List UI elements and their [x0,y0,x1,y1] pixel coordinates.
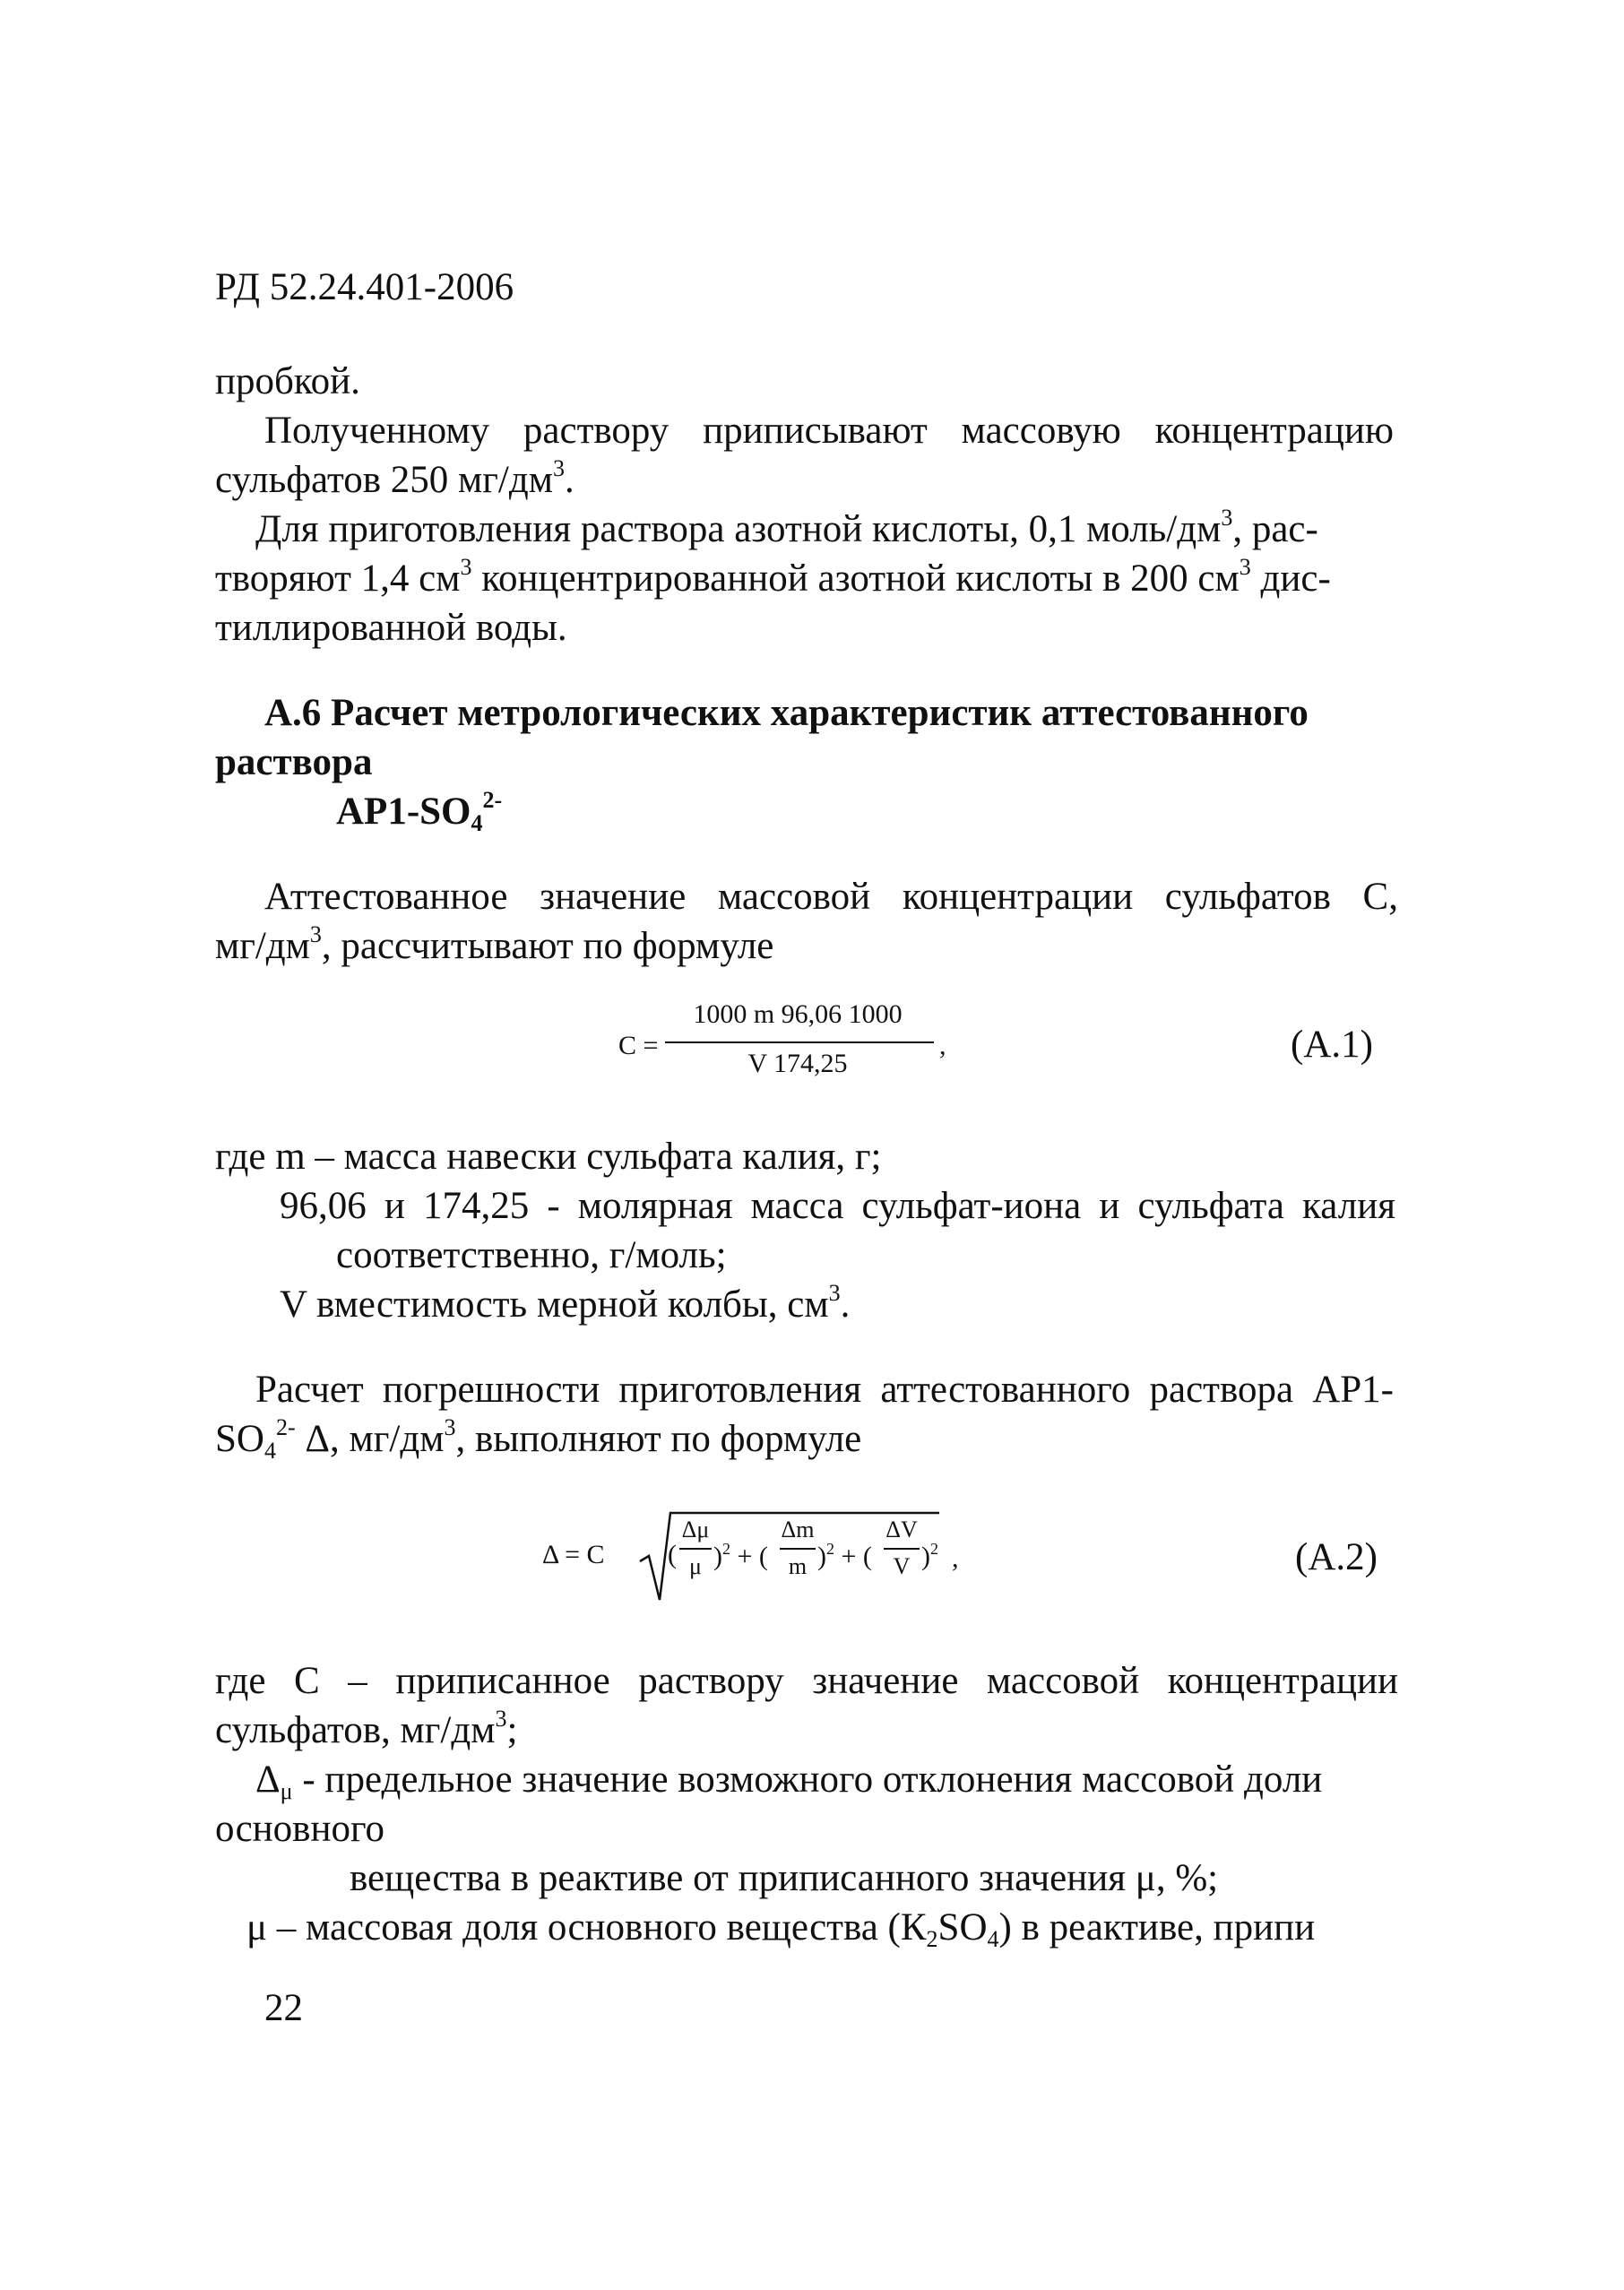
fraction-bar [679,1548,712,1550]
formula-denominator: V 174,25 [747,1049,848,1078]
section-heading: раствора [215,741,373,783]
fraction-bar [780,1548,816,1550]
paren-open: ( [668,1540,677,1569]
term-numerator: ΔV [885,1517,918,1543]
term-numerator: Δμ [681,1517,710,1543]
term-numerator: Δm [781,1517,815,1543]
paragraph-text: сульфатов 250 $мг/дм^3$. [215,455,574,501]
definition-text: основного [215,1808,385,1850]
term-denominator: μ [689,1553,702,1579]
paragraph-text: Для приготовления раствора азотной кислоты, 0,1 моль/$дм^3$, рас- [255,505,1318,550]
formula-label: (А.2) [1295,1536,1378,1578]
definition-text: μ – массовая доля основного вещества $(К_2SO_4)$ в реактиве, припи [246,1906,1316,1952]
paragraph-text: Аттестованное значение массовой концентрации сульфатов С, [264,876,1398,918]
definition-text: сульфатов, $мг/дм^3$; [215,1706,518,1751]
definition-text: где m – масса навески сульфата калия, г; [215,1136,882,1178]
section-heading: А.6 Расчет метрологических характеристик аттестованного [264,692,1309,734]
document-code: РД 52.24.401-2006 [215,266,514,308]
formula-comma: , [952,1543,959,1573]
fraction-bar [665,1041,934,1043]
term-denominator: m [788,1553,808,1579]
formula-lhs: Δ = C [542,1540,605,1569]
paren-close-squared: )$^2$ + ( [713,1540,768,1571]
fraction-bar [884,1548,920,1550]
formula-lhs: C = [618,1031,659,1060]
definition-text: соответственно, г/моль; [336,1234,727,1276]
paren-close-squared: )$^2$ + ( [817,1540,872,1571]
paragraph-text: пробкой. [215,360,360,402]
definition-text: V вместимость мерной колбы, $см^3$. [280,1280,851,1326]
term-denominator: V [893,1553,911,1579]
formula-numerator: 1000 m 96,06 1000 [693,999,903,1029]
paragraph-text: Полученному раствору приписывают массовую концентрацию [264,410,1394,452]
definition-text: где С – приписанное раствору значение массовой концентрации [215,1660,1398,1702]
page-number: 22 [264,1987,303,2029]
formula-comma: , [939,1031,946,1060]
paragraph-text: $мг/дм^3$, рассчитывают по формуле [215,921,774,967]
paragraph-text: тиллированной воды. [215,607,567,649]
definition-text: вещества в реактиве от приписанного значения μ, %; [350,1857,1219,1899]
paragraph-text: Расчет погрешности приготовления аттестованного раствора АР1- [255,1369,1394,1411]
formula-label: (А.1) [1291,1024,1373,1066]
definition-text: $\Delta_\mu$ - предельное значение возможного отклонения массовой доли [255,1759,1323,1804]
section-heading: $АР1-SO_4^{2-}$ [336,787,503,836]
definition-text: 96,06 и 174,25 - молярная масса сульфат-иона и сульфата калия [280,1185,1395,1227]
paragraph-text: $SO_4^{2-}$ Δ, $мг/дм^3$, выполняют по формуле [215,1414,862,1464]
paren-close-squared: )$^2$ [921,1540,938,1571]
paragraph-text: творяют 1,4 $см^3$ концентрированной азотной кислоты в 200 $см^3$ дис- [215,554,1331,600]
